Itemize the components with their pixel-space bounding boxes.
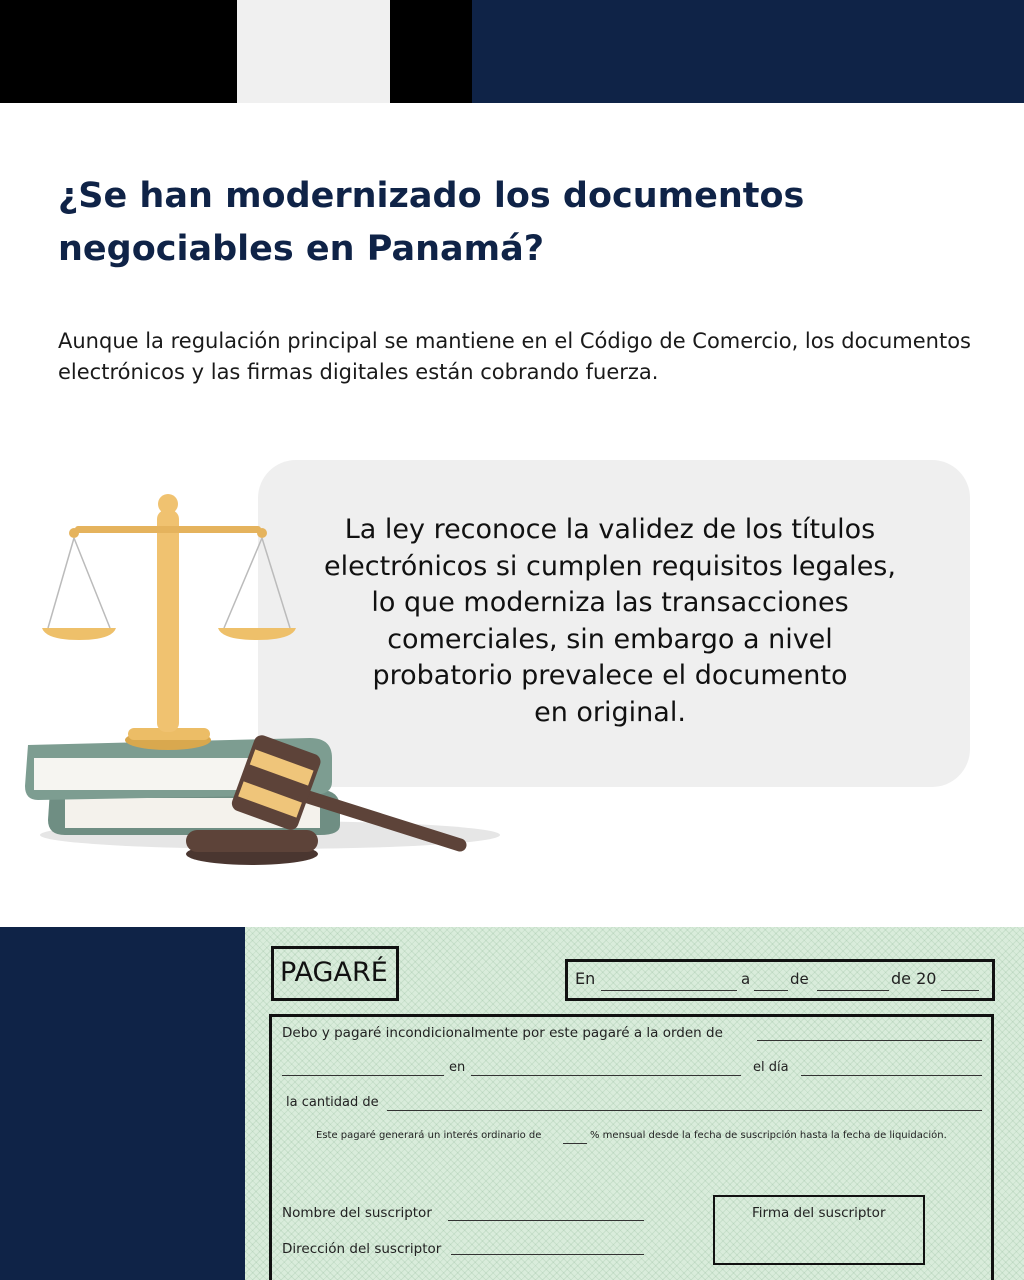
callout-line: lo que moderniza las transacciones [371, 587, 849, 618]
intro-paragraph: Aunque la regulación principal se mantiene en el Código de Comercio, los documentos electrónicos y las firmas digitales están cobrando fuerza. [58, 329, 971, 384]
note-order-line [757, 1040, 982, 1041]
note-line1: Debo y pagaré incondicionalmente por este pagaré a la orden de [282, 1025, 723, 1041]
header-bar-black-left [0, 0, 237, 103]
note-date-month-line [817, 990, 889, 991]
note-interest-line [563, 1143, 587, 1144]
note-date-place-line [601, 990, 737, 991]
note-signer-name: Nombre del suscriptor [282, 1205, 432, 1221]
callout-line: en original. [534, 696, 686, 728]
callout-line: probatorio prevalece el documento [372, 660, 848, 691]
note-signature-label: Firma del suscriptor [752, 1205, 886, 1221]
note-date-day-line [754, 990, 788, 991]
note-signer-address-line [451, 1254, 644, 1255]
callout-line: comerciales, sin embargo a nivel [387, 623, 833, 655]
promissory-note [245, 927, 1024, 1280]
note-date-de20: de 20 [891, 969, 937, 988]
note-date-en: En [575, 969, 596, 988]
header-bar-navy [472, 0, 1024, 103]
header-bar-black-mid [390, 0, 472, 103]
note-line2-mid [471, 1075, 741, 1076]
note-signer-address: Dirección del suscriptor [282, 1241, 442, 1257]
note-date-year-line [941, 990, 979, 991]
note-line2-dia: el día [753, 1060, 789, 1075]
note-line2-start [282, 1075, 444, 1076]
callout-line: electrónicos si cumplen requisitos legales, [324, 550, 896, 582]
justice-illustration [20, 490, 520, 890]
note-date-de: de [790, 970, 809, 988]
note-heading: PAGARÉ [280, 957, 388, 988]
note-interest-a: Este pagaré generará un interés ordinario de [316, 1130, 542, 1141]
callout-line: La ley reconoce la validez de los títulos [344, 514, 876, 545]
note-interest-b: % mensual desde la fecha de suscripción hasta la fecha de liquidación. [590, 1130, 947, 1141]
note-amount-line [387, 1110, 982, 1111]
note-line2-end [801, 1075, 982, 1076]
scales-of-justice-icon [42, 494, 296, 750]
header-bar-light [237, 0, 390, 103]
note-signer-name-line [448, 1220, 644, 1221]
note-date-a: a [741, 970, 751, 988]
note-line2-en: en [449, 1060, 466, 1075]
footer-navy-block [0, 927, 245, 1280]
page-title: ¿Se han modernizado los documentos negociables en Panamá? [58, 176, 805, 269]
note-line3: la cantidad de [286, 1095, 379, 1110]
